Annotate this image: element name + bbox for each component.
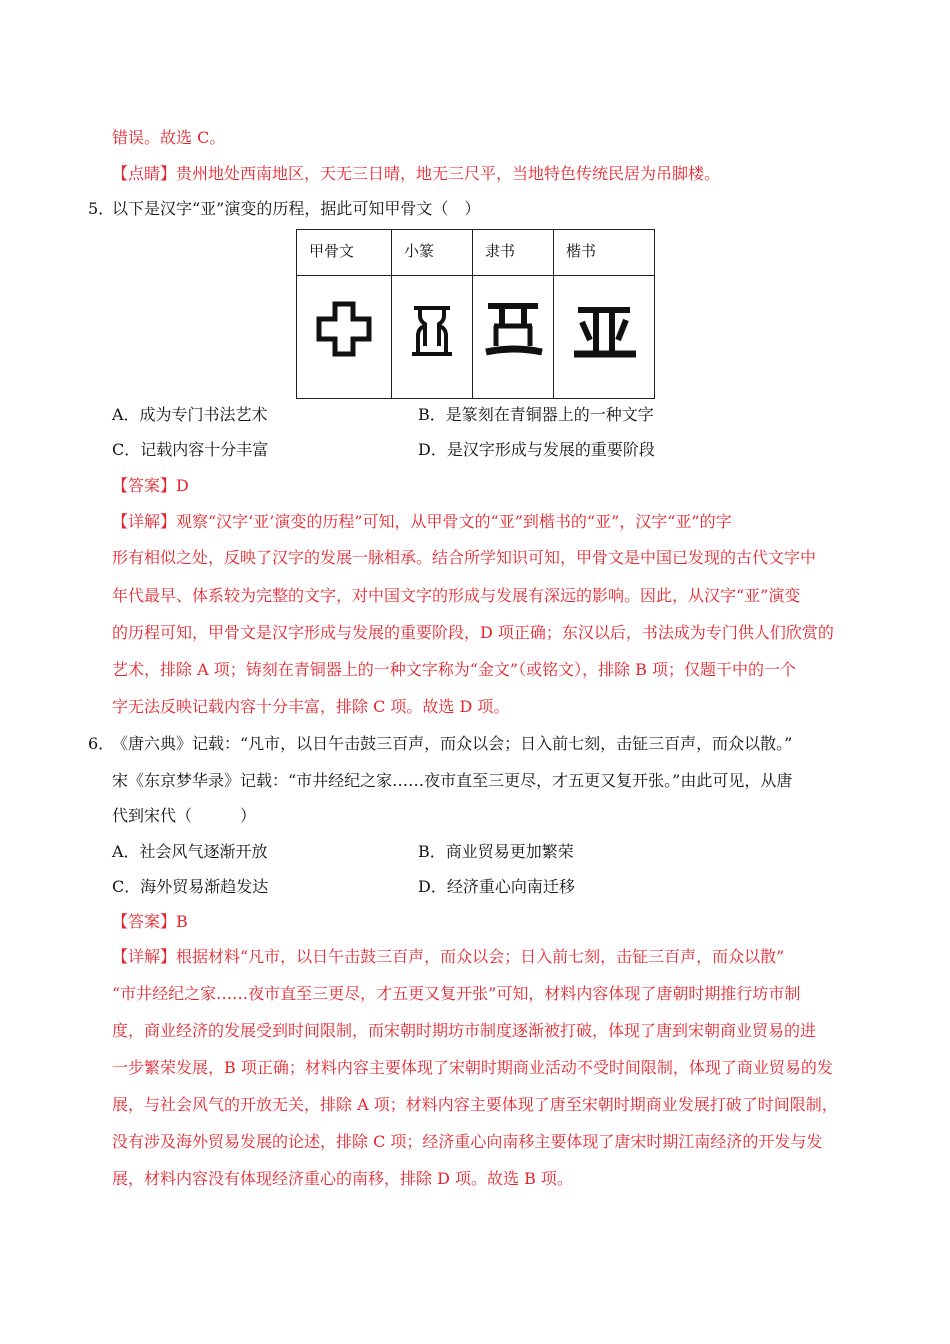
question-5-number: 5． [88, 199, 115, 218]
clerical-glyph-cell [473, 276, 554, 399]
oracle-bone-ya-glyph [309, 276, 379, 386]
table-header-seal: 小篆 [392, 230, 473, 276]
q5-explanation-line-3: 年代最早、体系较为完整的文字，对中国文字的形成与发展有深远的影响。因此，从汉字“亚”演变 [112, 586, 801, 605]
question-6-number: 6． [88, 734, 115, 753]
q5-option-a: A．成为专门书法艺术 [112, 405, 268, 424]
q5-answer: 【答案】D [112, 476, 189, 495]
q6-explanation-line-7: 展，材料内容没有体现经济重心的南移，排除 D 项。故选 B 项。 [112, 1169, 573, 1188]
q6-option-d: D．经济重心向南迁移 [418, 877, 575, 896]
question-6-stem-line-2: 宋《东京梦华录》记载：“市井经纪之家……夜市直至三更尽，才五更又复开张。”由此可见，从唐 [112, 771, 793, 790]
prev-explanation-end: 错误。故选 C。 [112, 128, 226, 147]
regular-glyph-cell [554, 276, 655, 399]
table-header-regular: 楷书 [554, 230, 655, 276]
oracle-glyph-cell [297, 276, 392, 399]
q6-explanation-line-4: 一步繁荣发展，B 项正确；材料内容主要体现了宋朝时期商业活动不受时间限制，体现了商业贸易的发 [112, 1058, 833, 1077]
q5-explanation-line-5: 艺术，排除 A 项；铸刻在青铜器上的一种文字称为“金文”（或铭文），排除 B 项；仅题干中的一个 [112, 660, 797, 679]
seal-script-ya-glyph [402, 276, 462, 386]
character-evolution-table [296, 229, 655, 399]
q5-option-c: C．记载内容十分丰富 [112, 440, 269, 459]
q6-explanation-line-3: 度，商业经济的发展受到时间限制，而宋朝时期坊市制度逐渐被打破，体现了唐到宋朝商业贸易的进 [112, 1021, 817, 1040]
q5-explanation-line-2: 形有相似之处，反映了汉字的发展一脉相承。结合所学知识可知，甲骨文是中国已发现的古代文字中 [112, 548, 817, 567]
question-6-stem-line-1: 《唐六典》记载：“凡市，以日午击鼓三百声，而众以会；日入前七刻，击钲三百声，而众以散。” [112, 734, 793, 753]
q5-explanation-line-6: 字无法反映记载内容十分丰富，排除 C 项。故选 D 项。 [112, 697, 510, 716]
q6-explanation-line-2: “市井经纪之家……夜市直至三更尽，才五更又复开张”可知，材料内容体现了唐朝时期推行坊市制 [112, 984, 801, 1003]
q5-explanation-line-1: 【详解】观察“汉字‘亚’演变的历程”可知，从甲骨文的“亚”到楷书的“亚”，汉字“亚”的字 [112, 512, 732, 531]
q6-answer: 【答案】B [112, 912, 188, 931]
tip-note: 【点睛】贵州地处西南地区，天无三日晴，地无三尺平，当地特色传统民居为吊脚楼。 [112, 164, 721, 183]
clerical-script-ya-glyph [478, 276, 548, 386]
seal-glyph-cell [392, 276, 473, 399]
q6-option-b: B．商业贸易更加繁荣 [418, 842, 574, 861]
question-6-stem-line-3: 代到宋代（ ） [112, 806, 257, 825]
q6-option-a: A．社会风气逐渐开放 [112, 842, 268, 861]
regular-script-ya-glyph [564, 276, 644, 386]
table-header-oracle: 甲骨文 [297, 230, 392, 276]
table-header-clerical: 隶书 [473, 230, 554, 276]
q6-explanation-line-1: 【详解】根据材料“凡市，以日午击鼓三百声，而众以会；日入前七刻，击钲三百声，而众以散” [112, 947, 785, 966]
q5-option-d: D．是汉字形成与发展的重要阶段 [418, 440, 655, 459]
question-5-stem: 以下是汉字“亚”演变的历程，据此可知甲骨文（ ） [112, 199, 481, 218]
q5-explanation-line-4: 的历程可知，甲骨文是汉字形成与发展的重要阶段，D 项正确；东汉以后，书法成为专门供人们欣赏的 [112, 623, 834, 642]
q5-option-b: B．是篆刻在青铜器上的一种文字 [418, 405, 654, 424]
q6-explanation-line-6: 没有涉及海外贸易发展的论述，排除 C 项；经济重心向南移主要体现了唐宋时期江南经济的开发与发 [112, 1132, 823, 1151]
q6-explanation-line-5: 展，与社会风气的开放无关，排除 A 项；材料内容主要体现了唐至宋朝时期商业发展打破了时间限制， [112, 1095, 838, 1114]
q6-option-c: C．海外贸易渐趋发达 [112, 877, 269, 896]
